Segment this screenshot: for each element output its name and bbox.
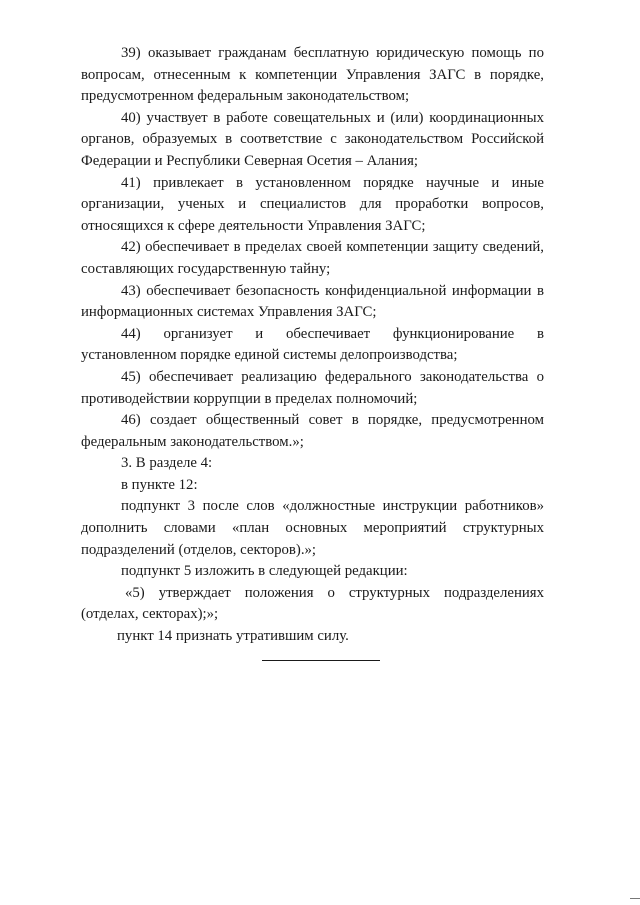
paragraph-41: 41) привлекает в установленном порядке научные и иные организации, ученых и специалистов для проработки вопросов, относящихся к сфере деятельности Управления ЗАГС; [81,174,544,234]
paragraph-40: 40) участвует в работе совещательных и (или) координационных органов, образуемых в соответствие с законодательством Российской Федерации и Республики Северная Осетия – Алания; [81,109,544,169]
scan-edge-mark [630,898,640,899]
paragraph-44: 44) организует и обеспечивает функционирование в установленном порядке единой системы делопроизводства; [81,325,544,364]
subitem-3-amendment: подпункт 3 после слов «должностные инструкции работников» дополнить словами «план основных мероприятий структурных подразделений (отделов, секторов).»; [81,498,544,558]
paragraph-39: 39) оказывает гражданам бесплатную юридическую помощь по вопросам, отнесенным к компетенции Управления ЗАГС в порядке, предусмотренном федеральным законодательством; [81,45,544,105]
paragraph-42: 42) обеспечивает в пределах своей компетенции защиту сведений, составляющих государственную тайну; [81,239,544,277]
document-body [81,43,544,648]
closing-divider [262,660,380,661]
paragraph-46: 46) создает общественный совет в порядке, предусмотренном федеральным законодательством.»; [81,412,544,450]
paragraph-45: 45) обеспечивает реализацию федерального законодательства о противодействии коррупции в пределах полномочий; [81,368,544,407]
item-heading: в пункте 12: [121,476,198,493]
section-heading: 3. В разделе 4: [121,455,213,472]
subitem-5-intro: подпункт 5 изложить в следующей редакции: [121,563,408,580]
subitem-5-text: «5) утверждает положения о структурных подразделениях (отделах, секторах);»; [81,584,544,623]
item-14-repeal: пункт 14 признать утратившим силу. [117,628,349,645]
paragraph-43: 43) обеспечивает безопасность конфиденциальной информации в информационных системах Управления ЗАГС; [81,282,544,321]
